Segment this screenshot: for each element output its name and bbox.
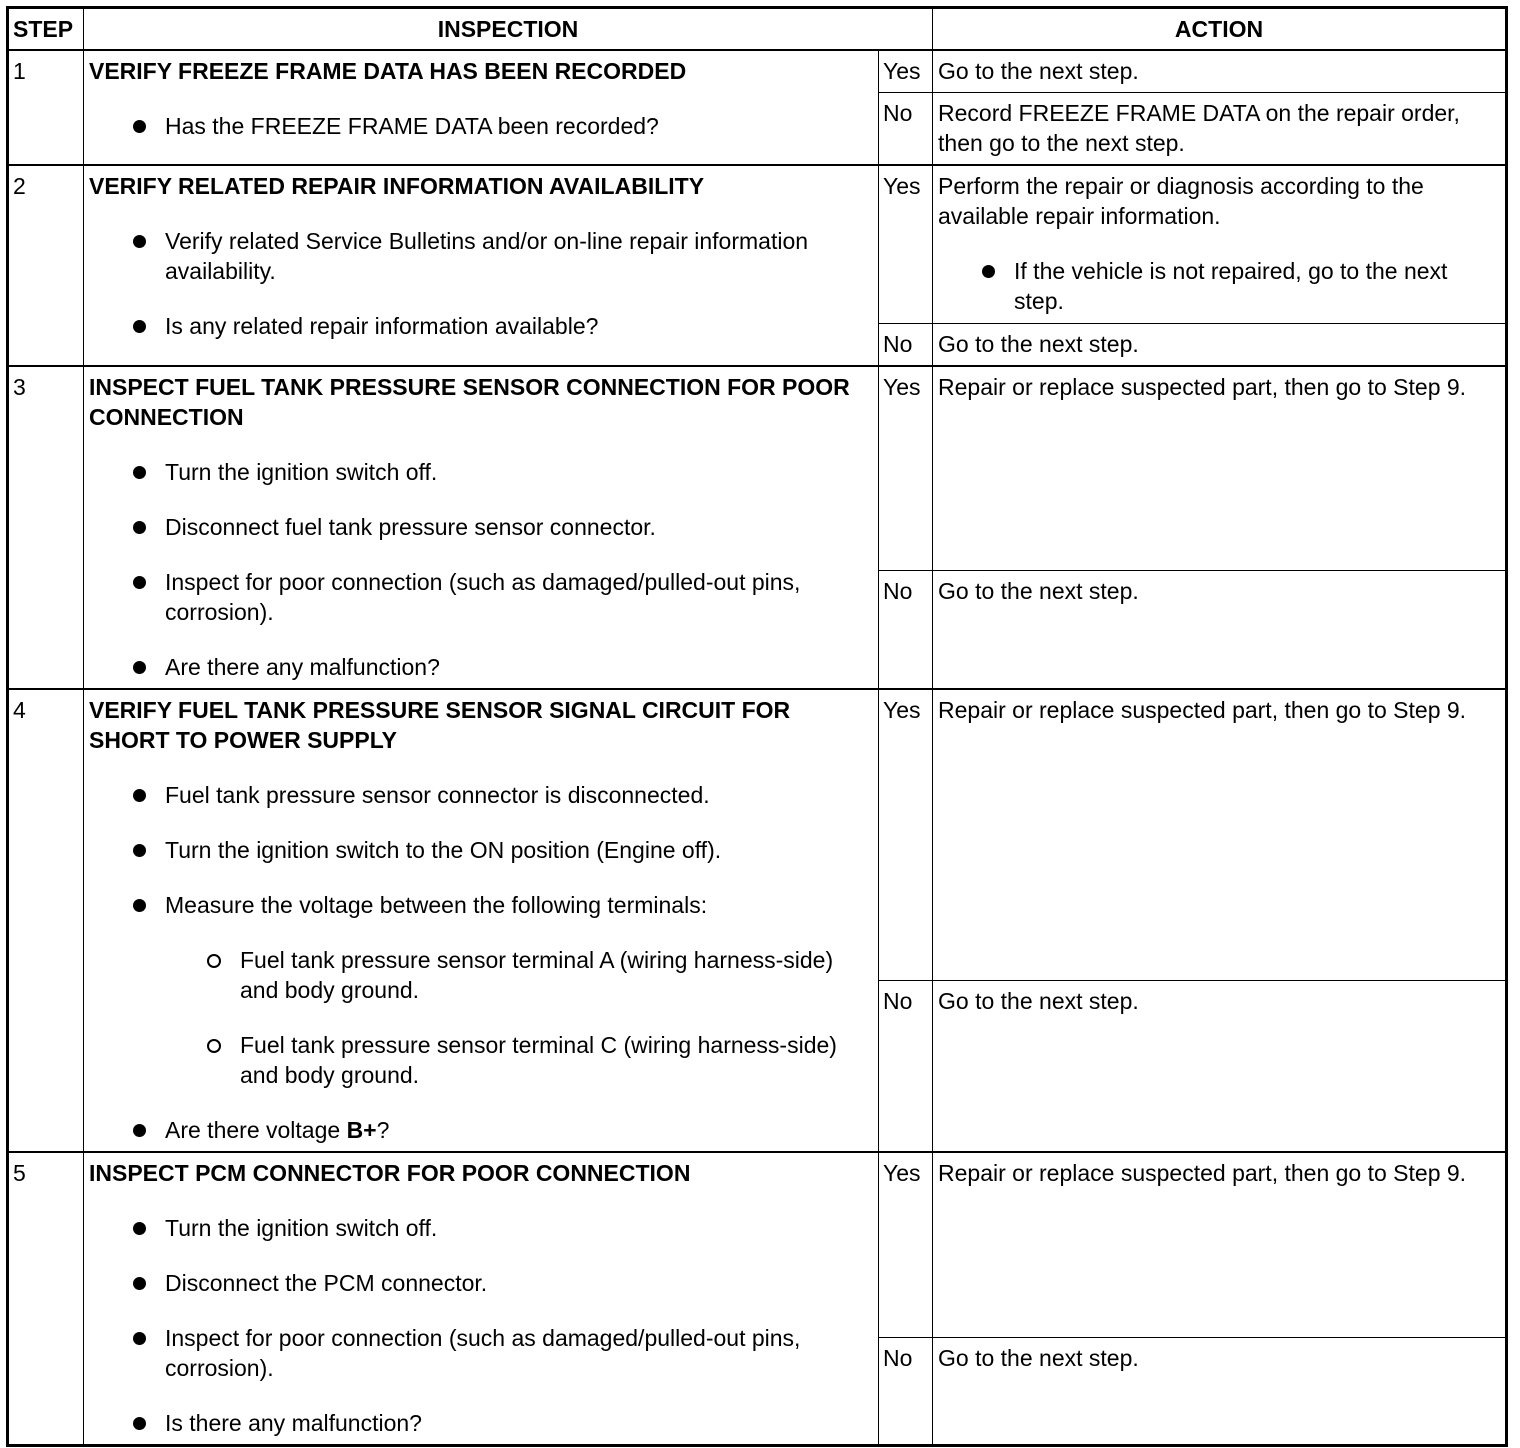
yes-action: Repair or replace suspected part, then go to Step 9. bbox=[933, 366, 1507, 571]
list-item: Inspect for poor connection (such as damaged/pulled-out pins, corrosion). bbox=[89, 1323, 872, 1383]
no-action: Go to the next step. bbox=[933, 570, 1507, 688]
step-number: 4 bbox=[8, 689, 84, 1152]
step-title: INSPECT FUEL TANK PRESSURE SENSOR CONNECTION FOR POOR CONNECTION bbox=[89, 373, 850, 430]
no-label: No bbox=[879, 980, 933, 1151]
question-text: Are there voltage bbox=[165, 1116, 347, 1143]
table-header-row bbox=[8, 8, 1507, 51]
table-row bbox=[8, 689, 1507, 981]
question-mark: ? bbox=[376, 1116, 390, 1143]
step-title: VERIFY FUEL TANK PRESSURE SENSOR SIGNAL CIRCUIT FOR SHORT TO POWER SUPPLY bbox=[89, 696, 791, 753]
yes-action: Go to the next step. bbox=[933, 50, 1507, 93]
header-inspection: INSPECTION bbox=[84, 8, 933, 51]
list-item: Has the FREEZE FRAME DATA been recorded? bbox=[89, 111, 872, 141]
yes-label: Yes bbox=[879, 366, 933, 571]
inspection-bullets bbox=[89, 226, 872, 341]
list-item: Disconnect the PCM connector. bbox=[89, 1268, 872, 1298]
list-item: Disconnect fuel tank pressure sensor connector. bbox=[89, 512, 872, 542]
yes-action: Repair or replace suspected part, then go to Step 9. bbox=[933, 689, 1507, 981]
step-number: 1 bbox=[8, 50, 84, 165]
step-number: 3 bbox=[8, 366, 84, 689]
sub-list-item: Fuel tank pressure sensor terminal A (wiring harness-side) and body ground. bbox=[164, 945, 872, 1005]
table-row bbox=[8, 50, 1507, 93]
inspection-bullets bbox=[89, 457, 872, 682]
step-number: 2 bbox=[8, 165, 84, 366]
table-row bbox=[8, 165, 1507, 323]
yes-label: Yes bbox=[879, 1152, 933, 1338]
header-step: STEP bbox=[8, 8, 84, 51]
yes-label: Yes bbox=[879, 50, 933, 93]
inspection-bullets bbox=[89, 111, 872, 141]
step-title: INSPECT PCM CONNECTOR FOR POOR CONNECTION bbox=[89, 1159, 691, 1186]
list-item bbox=[89, 1115, 872, 1145]
step-number: 5 bbox=[8, 1152, 84, 1446]
list-item: Is there any malfunction? bbox=[89, 1408, 872, 1438]
yes-action-cell bbox=[933, 165, 1507, 323]
list-item: Is any related repair information available? bbox=[89, 311, 872, 341]
list-item bbox=[89, 890, 872, 1090]
list-item: Verify related Service Bulletins and/or on-line repair information availability. bbox=[89, 226, 872, 286]
inspection-cell bbox=[84, 366, 879, 689]
list-item: Turn the ignition switch off. bbox=[89, 1213, 872, 1243]
sub-list-item: Fuel tank pressure sensor terminal C (wiring harness-side) and body ground. bbox=[164, 1030, 872, 1090]
no-label: No bbox=[879, 93, 933, 166]
diagnostic-table bbox=[6, 6, 1508, 1447]
inspection-cell bbox=[84, 50, 879, 165]
list-item: Turn the ignition switch off. bbox=[89, 457, 872, 487]
table-row bbox=[8, 366, 1507, 571]
list-item: If the vehicle is not repaired, go to the next step. bbox=[938, 256, 1499, 316]
voltage-value: B+ bbox=[346, 1116, 377, 1143]
inspection-bullets bbox=[89, 780, 872, 1145]
inspection-cell bbox=[84, 165, 879, 366]
no-label: No bbox=[879, 323, 933, 366]
list-item: Inspect for poor connection (such as damaged/pulled-out pins, corrosion). bbox=[89, 567, 872, 627]
yes-action: Perform the repair or diagnosis according to the available repair information. bbox=[938, 173, 1424, 229]
no-label: No bbox=[879, 570, 933, 688]
inspection-cell bbox=[84, 689, 879, 1152]
table-row bbox=[8, 1152, 1507, 1338]
yes-action: Repair or replace suspected part, then go to Step 9. bbox=[933, 1152, 1507, 1338]
yes-label: Yes bbox=[879, 165, 933, 323]
no-action: Go to the next step. bbox=[933, 323, 1507, 366]
no-action: Record FREEZE FRAME DATA on the repair order, then go to the next step. bbox=[933, 93, 1507, 166]
no-label: No bbox=[879, 1338, 933, 1446]
list-item: Turn the ignition switch to the ON position (Engine off). bbox=[89, 835, 872, 865]
action-bullets bbox=[938, 256, 1499, 316]
yes-label: Yes bbox=[879, 689, 933, 981]
list-item-text: Measure the voltage between the following terminals: bbox=[165, 891, 708, 918]
sub-bullets bbox=[89, 945, 872, 1090]
inspection-cell bbox=[84, 1152, 879, 1446]
step-title: VERIFY FREEZE FRAME DATA HAS BEEN RECORDED bbox=[89, 58, 687, 84]
step-title: VERIFY RELATED REPAIR INFORMATION AVAILABILITY bbox=[89, 173, 705, 199]
list-item: Are there any malfunction? bbox=[89, 652, 872, 682]
no-action: Go to the next step. bbox=[933, 980, 1507, 1151]
list-item: Fuel tank pressure sensor connector is disconnected. bbox=[89, 780, 872, 810]
no-action: Go to the next step. bbox=[933, 1338, 1507, 1446]
header-action: ACTION bbox=[933, 8, 1507, 51]
inspection-bullets bbox=[89, 1213, 872, 1438]
